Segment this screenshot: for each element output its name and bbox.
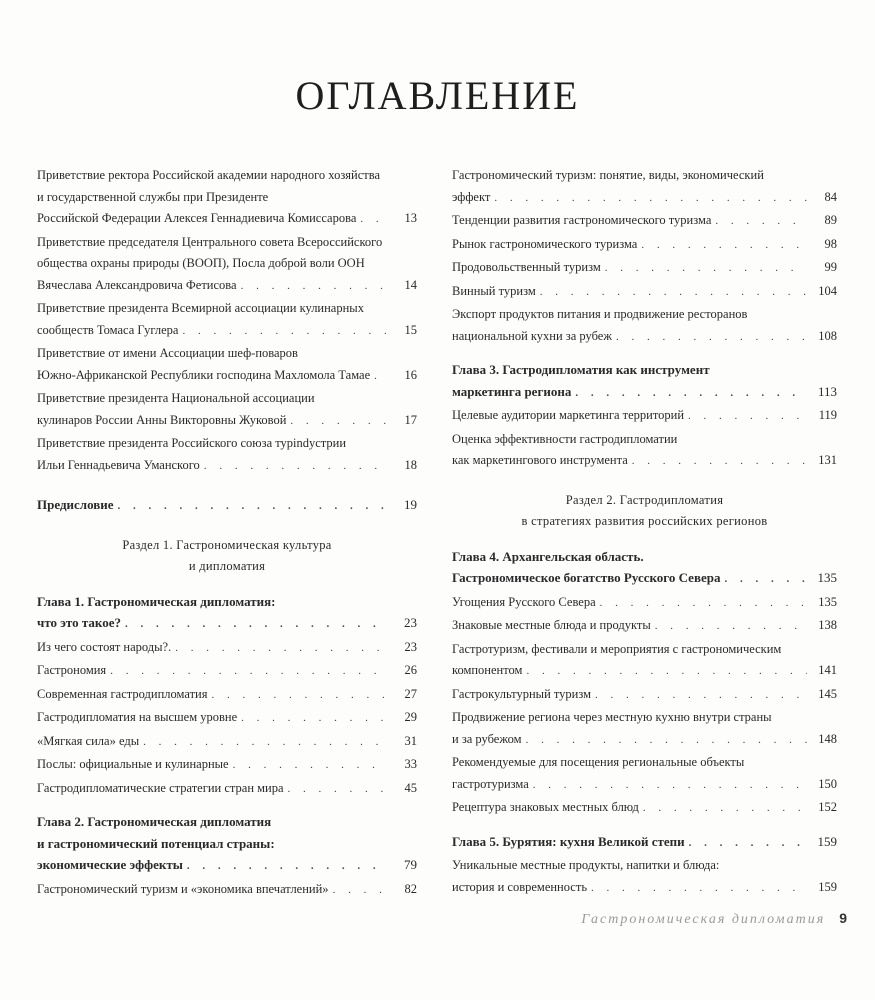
toc-entry-last-line — [37, 320, 417, 343]
dot-leader — [591, 878, 807, 900]
toc-entry-text: Продовольственный туризм — [452, 260, 601, 274]
toc-entry-text: история и современность — [452, 879, 588, 894]
toc-entry-last-line — [452, 281, 837, 304]
toc-entry — [37, 707, 417, 730]
toc-entry-text: Тенденции развития гастрономического туризма — [452, 213, 712, 227]
dot-leader — [182, 321, 387, 343]
toc-entry-last-line — [452, 797, 837, 820]
toc-entry-last-line — [452, 405, 837, 428]
toc-entry-last-line — [37, 637, 417, 660]
toc-entry — [37, 731, 417, 754]
toc-entry-last-line — [37, 275, 417, 298]
toc-entry-text: Приветствие президента Национальной ассоциации — [37, 391, 315, 405]
toc-page-number: 99 — [824, 260, 837, 274]
section-heading-line: Раздел 1. Гастрономическая культура — [122, 537, 332, 552]
toc-entry-text: как маркетингового инструмента — [452, 453, 628, 467]
toc-entry — [452, 165, 837, 209]
toc-entry-text: гастротуризма — [452, 776, 529, 791]
toc-entry-text: что это такое? — [37, 615, 122, 630]
toc-entry-last-line — [37, 208, 417, 231]
toc-entry-last-line — [37, 365, 417, 388]
toc-page-number: 16 — [404, 367, 417, 382]
toc-entry-last-line — [452, 774, 837, 797]
toc-entry-last-line — [452, 831, 837, 855]
toc-entry-text: Гастрономия — [37, 663, 107, 677]
toc-page-number: 108 — [818, 328, 837, 343]
toc-right-column — [452, 165, 837, 900]
toc-group — [37, 879, 417, 902]
toc-entry — [37, 388, 417, 432]
toc-group — [37, 494, 417, 518]
toc-entry — [37, 637, 417, 660]
section-heading-line: в стратегиях развития российских регионов — [521, 513, 768, 528]
toc-entry — [452, 707, 837, 751]
toc-group — [37, 591, 417, 636]
toc-entry-text: Из чего состоят народы?. — [37, 639, 172, 654]
toc-page-number: 17 — [404, 412, 417, 427]
dot-leader — [175, 638, 387, 660]
toc-page-number: 14 — [404, 277, 417, 292]
toc-entry — [37, 343, 417, 387]
toc-entry-text: сообществ Томаса Гуглера — [37, 322, 179, 337]
toc-page-number: 159 — [817, 833, 837, 849]
toc-entry-last-line — [452, 187, 837, 210]
dot-leader — [689, 833, 807, 855]
dot-leader — [616, 327, 807, 349]
toc-page-number: 150 — [818, 776, 837, 791]
dot-leader — [715, 211, 807, 233]
dot-leader — [595, 685, 807, 707]
dot-leader — [724, 569, 807, 591]
toc-entry — [452, 234, 837, 257]
toc-entry-text: Приветствие от имени Ассоциации шеф-поваров — [37, 346, 298, 360]
toc-entry-text: Вячеслава Александровича Фетисова — [37, 277, 237, 292]
dot-leader — [494, 188, 807, 210]
toc-entry-text: Российской Федерации Алексея Геннадиевича Комиссарова — [37, 211, 357, 225]
toc-entry-text: Послы: официальные и кулинарные — [37, 757, 229, 771]
toc-page-number: 119 — [818, 408, 837, 422]
toc-entry-text: Оценка эффективности гастродипломатии — [452, 431, 678, 446]
toc-group — [452, 165, 837, 348]
toc-entry — [452, 281, 837, 304]
toc-entry-last-line — [37, 854, 417, 878]
toc-entry-last-line — [37, 778, 417, 801]
dot-leader — [526, 661, 807, 683]
toc-entry-last-line — [452, 257, 837, 280]
toc-entry-last-line — [37, 660, 417, 683]
toc-page-number: 135 — [818, 594, 837, 609]
toc-page-number: 148 — [818, 731, 837, 746]
toc-group — [37, 165, 417, 477]
toc-page-number: 84 — [824, 189, 837, 204]
toc-entry-last-line — [37, 494, 417, 518]
toc-entry-text: Южно-Африканской Республики господина Махломола Тамае — [37, 367, 371, 382]
toc-entry-text: Приветствие президента Российского союза турindустрии — [37, 436, 347, 450]
page-title: ОГЛАВЛЕНИЕ — [295, 73, 580, 118]
toc-chapter-entry — [452, 359, 837, 404]
toc-page-number: 98 — [824, 236, 837, 251]
toc-entry-text: Гастротуризм, фестивали и мероприятия с гастрономическим — [452, 641, 782, 656]
toc-entry — [452, 405, 837, 428]
dot-leader — [211, 685, 387, 707]
toc-entry-text: и гастрономический потенциал страны: — [37, 835, 275, 851]
toc-entry — [37, 433, 417, 477]
dot-leader — [641, 235, 807, 257]
dot-leader — [333, 880, 387, 902]
toc-entry-last-line — [452, 660, 837, 683]
toc-entry-last-line — [452, 729, 837, 752]
section-heading-line: и дипломатия — [188, 558, 266, 573]
dot-leader — [204, 456, 387, 478]
toc-entry-text: Уникальные местные продукты, напитки и блюда: — [452, 858, 720, 872]
toc-page-number: 29 — [404, 710, 417, 724]
toc-entry — [452, 210, 837, 233]
toc-page-number: 23 — [404, 639, 417, 654]
dot-leader — [643, 798, 807, 820]
toc-entry-text: Приветствие ректора Российской академии народного хозяйства — [37, 168, 381, 182]
toc-entry — [37, 879, 417, 902]
toc-entry-last-line — [452, 210, 837, 233]
dot-leader — [187, 856, 387, 878]
toc-group — [452, 546, 837, 591]
toc-group — [37, 811, 417, 878]
toc-entry-text: Рекомендуемые для посещения региональные объекты — [452, 755, 745, 769]
toc-page-number: 19 — [404, 497, 417, 512]
running-title: Гастрономическая дипломатия — [581, 912, 826, 927]
toc-entry-text: Целевые аудитории маркетинга территорий — [452, 408, 685, 422]
toc-entry-text: общества охраны природы (ВООП), Посла доброй воли ООН — [37, 256, 365, 270]
toc-entry-text: Гастрономический туризм: понятие, виды, экономический — [452, 168, 764, 182]
toc-entry-text: кулинаров России Анны Викторовны Жуковой — [37, 412, 287, 427]
toc-entry-last-line — [37, 754, 417, 777]
toc-chapter-entry — [452, 546, 837, 591]
toc-entry — [37, 298, 417, 342]
toc-entry — [452, 429, 837, 473]
dot-leader — [600, 593, 807, 615]
toc-page-number: 152 — [818, 800, 837, 814]
toc-entry-text: Ильи Геннадьевича Уманского — [37, 457, 200, 472]
dot-leader — [288, 779, 387, 801]
toc-entry — [452, 304, 837, 348]
toc-entry — [452, 797, 837, 820]
toc-entry-text: Угощения Русского Севера — [452, 594, 596, 609]
toc-entry-text: Гастродипломатия на высшем уровне — [37, 710, 238, 724]
dot-leader — [118, 496, 387, 518]
page-footer — [581, 910, 847, 928]
toc-entry-text: Гастрокультурный туризм — [452, 686, 592, 701]
toc-group — [452, 831, 837, 855]
dot-leader — [632, 451, 807, 473]
toc-entry-last-line — [37, 707, 417, 730]
toc-entry — [452, 684, 837, 707]
toc-entry-last-line — [452, 877, 837, 900]
toc-entry-text: национальной кухни за рубеж — [452, 328, 612, 343]
toc-page-number: 141 — [818, 663, 837, 677]
toc-entry-last-line — [37, 731, 417, 754]
toc-entry-last-line — [37, 684, 417, 707]
toc-entry-text: Глава 5. Бурятия: кухня Великой степи — [452, 833, 685, 849]
toc-page-number: 13 — [404, 211, 417, 225]
dot-leader — [290, 411, 387, 433]
toc-page-number: 135 — [817, 570, 837, 585]
toc-page-number: 27 — [404, 686, 417, 701]
toc-left-column — [37, 165, 417, 902]
toc-group — [452, 855, 837, 899]
toc-entry-last-line — [452, 615, 837, 638]
toc-entry-last-line — [452, 450, 837, 473]
toc-page-number: 89 — [824, 213, 837, 227]
toc-page-number: 15 — [404, 322, 417, 337]
toc-entry-last-line — [37, 612, 417, 636]
toc-entry-text: Гастрономический туризм и «экономика впечатлений» — [37, 881, 329, 896]
toc-entry — [452, 639, 837, 683]
toc-entry-last-line — [452, 567, 837, 591]
toc-entry-text: Глава 4. Архангельская область. — [452, 548, 644, 564]
toc-chapter-entry — [452, 831, 837, 855]
toc-entry-last-line — [452, 326, 837, 349]
toc-entry-text: компонентом — [452, 663, 523, 677]
toc-page-number: 82 — [404, 881, 417, 896]
toc-entry-last-line — [37, 410, 417, 433]
toc-entry — [37, 778, 417, 801]
toc-page-number: 131 — [818, 453, 837, 467]
toc-entry-last-line — [452, 684, 837, 707]
toc-entry-text: Предисловие — [37, 497, 114, 512]
toc-group — [452, 405, 837, 473]
toc-page-number: 138 — [818, 618, 837, 632]
toc-entry-text: Экспорт продуктов питания и продвижение ресторанов — [452, 307, 748, 321]
dot-leader — [233, 755, 387, 777]
toc-entry-text: и за рубежом — [452, 731, 522, 746]
toc-page-number: 31 — [404, 733, 417, 748]
dot-leader — [374, 366, 387, 388]
dot-leader — [688, 406, 807, 428]
toc-entry-text: «Мягкая сила» еды — [37, 733, 140, 748]
toc-entry — [37, 232, 417, 298]
toc-page-number: 145 — [818, 686, 837, 701]
toc-entry-last-line — [452, 234, 837, 257]
toc-chapter-entry — [37, 494, 417, 518]
toc-entry-text: эффект — [452, 189, 491, 204]
toc-page-number: 159 — [818, 879, 837, 894]
toc-page-number: 23 — [404, 615, 417, 630]
toc-entry-text: Винный туризм — [452, 283, 536, 298]
toc-entry-text: Глава 3. Гастродипломатия как инструмент — [452, 362, 710, 377]
toc-chapter-entry — [37, 811, 417, 878]
toc-entry-text: Гастродипломатические стратегии стран мира — [37, 780, 284, 795]
dot-leader — [143, 732, 387, 754]
dot-leader — [526, 730, 807, 752]
toc-entry — [37, 165, 417, 231]
toc-entry-text: маркетинга региона — [452, 383, 572, 399]
toc-entry-text: Глава 2. Гастрономическая дипломатия — [37, 814, 272, 829]
dot-leader — [655, 616, 807, 638]
toc-entry-text: Знаковые местные блюда и продукты — [452, 618, 651, 632]
toc-entry-text: Рецептура знаковых местных блюд — [452, 800, 639, 814]
dot-leader — [540, 282, 807, 304]
dot-leader — [360, 209, 387, 231]
toc-group — [37, 637, 417, 801]
dot-leader — [605, 258, 807, 280]
toc-group — [452, 592, 837, 820]
dot-leader — [241, 276, 387, 298]
toc-entry-text: Рынок гастрономического туризма — [452, 236, 638, 251]
toc-entry — [37, 660, 417, 683]
dot-leader — [110, 661, 387, 683]
toc-page-number: 45 — [404, 780, 417, 795]
section-heading — [452, 490, 837, 532]
dot-leader — [241, 708, 387, 730]
toc-entry — [452, 615, 837, 638]
toc-entry — [452, 752, 837, 796]
toc-entry-last-line — [37, 879, 417, 902]
section-heading-line: Раздел 2. Гастродипломатия — [565, 492, 724, 507]
section-heading — [37, 535, 417, 577]
toc-entry-text: Приветствие президента Всемирной ассоциации кулинарных — [37, 301, 364, 315]
toc-entry-last-line — [37, 455, 417, 478]
dot-leader — [125, 614, 387, 636]
toc-entry — [452, 855, 837, 899]
toc-page-number: 79 — [404, 857, 417, 872]
toc-group — [452, 359, 837, 404]
toc-entry-text: Глава 1. Гастрономическая дипломатия: — [37, 593, 276, 609]
toc-entry — [37, 754, 417, 777]
dot-leader — [533, 775, 807, 797]
toc-entry-text: экономические эффекты — [37, 857, 183, 872]
toc-page-number: 33 — [404, 757, 417, 771]
toc-entry — [37, 684, 417, 707]
toc-entry-last-line — [452, 592, 837, 615]
toc-entry-text: и государственной службы при Президенте — [37, 189, 269, 204]
toc-entry-text: Гастрономическое богатство Русского Севера — [452, 570, 721, 585]
toc-entry — [452, 592, 837, 615]
toc-entry-text: Современная гастродипломатия — [37, 686, 208, 701]
toc-entry-last-line — [452, 381, 837, 405]
toc-entry — [452, 257, 837, 280]
toc-page-number: 26 — [404, 663, 417, 677]
toc-entry-text: Продвижение региона через местную кухню внутри страны — [452, 710, 772, 724]
toc-chapter-entry — [37, 591, 417, 636]
toc-entry-text: Приветствие председателя Центрального совета Всероссийского — [37, 234, 383, 249]
page-number: 9 — [839, 910, 847, 926]
toc-page-number: 18 — [404, 457, 417, 472]
dot-leader — [575, 383, 807, 405]
toc-page-number: 104 — [818, 283, 837, 298]
toc-page-number: 113 — [817, 383, 837, 399]
